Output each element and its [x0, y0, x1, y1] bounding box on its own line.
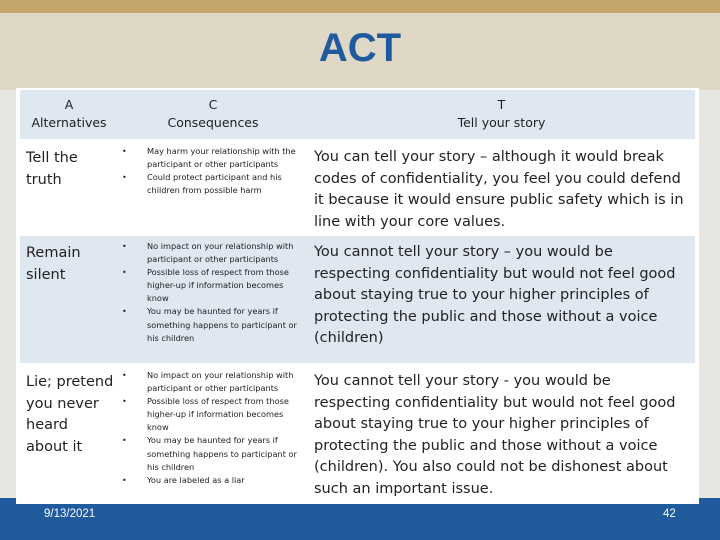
top-accent-stripe [0, 0, 720, 13]
bullet-icon: • [122, 371, 127, 380]
table-row [20, 235, 695, 364]
footer-band [0, 498, 720, 540]
consequence-text: You may be haunted for years if something happens to participant or his children [147, 435, 297, 472]
slide-title: ACT [318, 26, 402, 70]
act-table [20, 90, 695, 503]
footer-date: 9/13/2021 [44, 508, 96, 520]
consequence-text: No impact on your relationship with participant or other participants [147, 370, 294, 394]
header-letter: A [64, 97, 74, 112]
header-tell-your-story [308, 90, 695, 140]
alternative-cell: Remain silent [20, 235, 118, 364]
header-letter: T [497, 97, 506, 112]
consequence-text: You may be haunted for years if something happens to participant or his children [147, 306, 297, 343]
consequence-item [120, 171, 304, 197]
bullet-icon: • [122, 268, 127, 278]
consequence-item [120, 474, 304, 487]
consequences-cell [118, 140, 308, 235]
bullet-icon: • [122, 475, 127, 485]
table-row [20, 140, 695, 235]
bullet-icon: • [122, 173, 127, 183]
bullet-icon: • [122, 307, 127, 317]
consequence-text: May harm your relationship with the participant or other participants [147, 146, 296, 170]
consequence-item [120, 240, 304, 266]
header-label: Tell your story [457, 115, 546, 130]
consequence-item [120, 145, 304, 171]
consequence-text: Possible loss of respect from those higher-up if information becomes know [147, 396, 289, 433]
consequence-text: You are labeled as a liar [147, 474, 245, 485]
bullet-icon: • [122, 147, 127, 156]
consequence-list [120, 145, 304, 197]
story-cell: You cannot tell your story – you would be respecting confidentiality but would not feel good about staying true to your higher principles of protecting the public and those without a voice (children) [308, 235, 695, 364]
consequence-text: No impact on your relationship with participant or other participants [147, 241, 294, 265]
story-cell: You cannot tell your story - you would be respecting confidentiality but would not feel good about staying true to your higher principles of protecting the public and those without a voice (children). You also could not be dishonest about such an important issue. [308, 364, 695, 502]
alternative-cell: Tell the truth [20, 140, 118, 235]
alternative-cell: Lie; pretend you never heard about it [20, 364, 118, 502]
consequence-text: Possible loss of respect from those higher-up if information becomes know [147, 267, 289, 304]
consequence-item [120, 305, 304, 344]
consequence-list [120, 369, 304, 487]
bullet-icon: • [122, 436, 127, 446]
header-consequences [118, 90, 308, 140]
consequence-text: Could protect participant and his children from possible harm [147, 172, 282, 196]
table-row [20, 364, 695, 502]
header-label: Alternatives [31, 115, 107, 130]
story-cell: You can tell your story – although it would break codes of confidentiality, you feel you could defend it because it would ensure public safety which is in line with your core values. [308, 140, 695, 235]
consequence-item [120, 395, 304, 434]
header-alternatives [20, 90, 118, 140]
consequence-item [120, 369, 304, 395]
page-number: 42 [663, 508, 676, 520]
header-label: Consequences [167, 115, 259, 130]
consequence-list [120, 240, 304, 345]
table-header-row [20, 90, 695, 140]
bullet-icon: • [122, 242, 127, 251]
consequences-cell [118, 364, 308, 502]
consequences-cell [118, 235, 308, 364]
consequence-item [120, 434, 304, 473]
bullet-icon: • [122, 397, 127, 407]
consequence-item [120, 266, 304, 305]
header-letter: C [208, 97, 218, 112]
